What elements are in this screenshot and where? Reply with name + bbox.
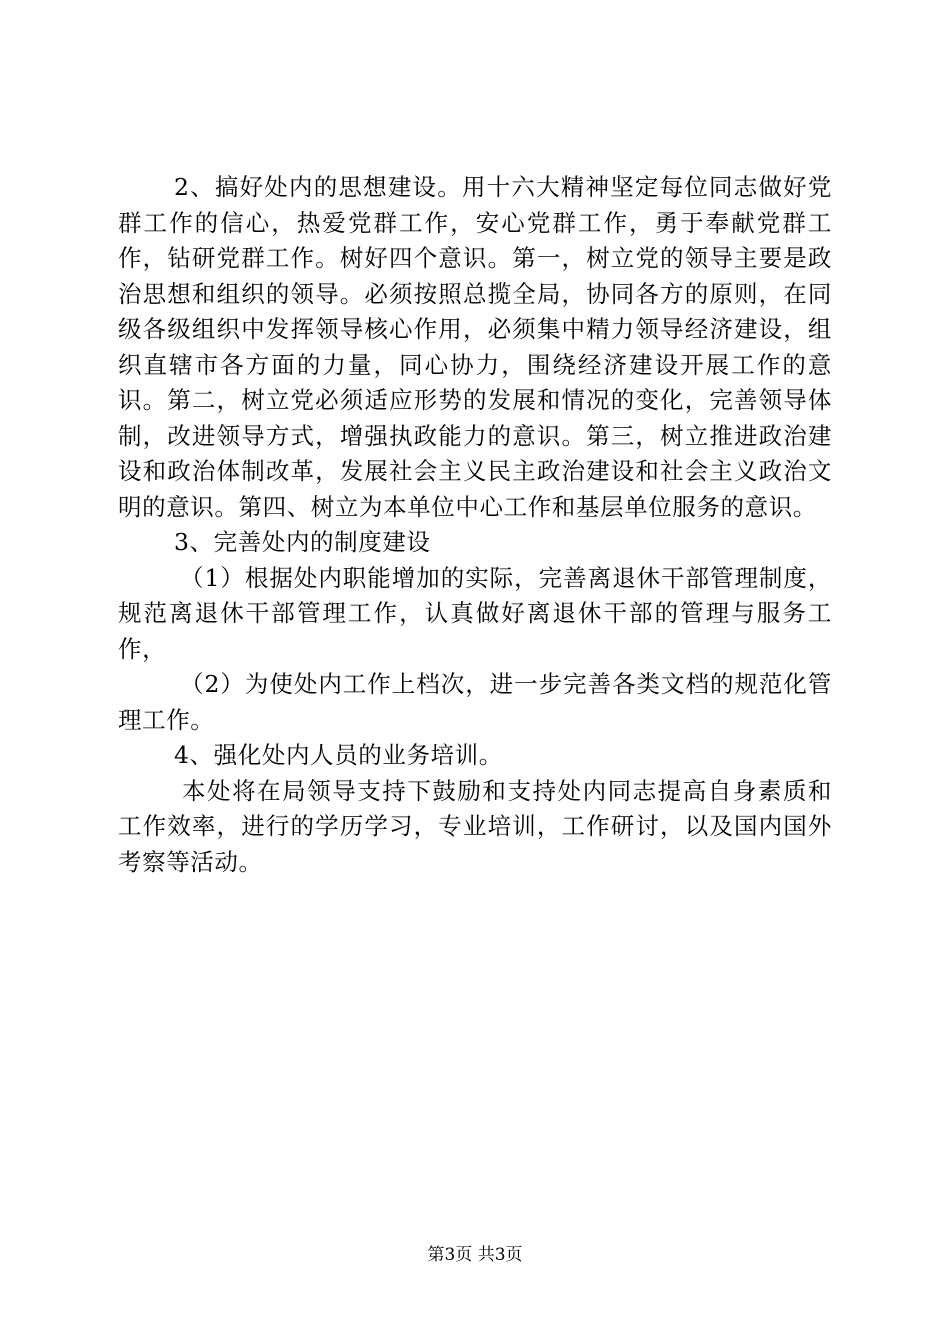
page-number-footer: 第3页 共3页 bbox=[427, 1245, 523, 1265]
document-body bbox=[118, 170, 832, 880]
paragraph-system-building-heading: 3、完善处内的制度建设 bbox=[174, 528, 431, 556]
paragraph-training-details: 本处将在局领导支持下鼓励和支持处内同志提高自身素质和工作效率，进行的学历学习，专业培训，工作研讨，以及国内国外考察等活动。 bbox=[118, 776, 832, 876]
paragraph-retired-cadre-management: （1）根据处内职能增加的实际，完善离退休干部管理制度，规范离退休干部管理工作，认真做好离退休干部的管理与服务工作， bbox=[118, 563, 832, 663]
paragraph-document-standardization: （2）为使处内工作上档次，进一步完善各类文档的规范化管理工作。 bbox=[118, 670, 832, 734]
paragraph-training-heading: 4、强化处内人员的业务培训。 bbox=[174, 741, 503, 769]
paragraph-ideological-building: 2、搞好处内的思想建设。用十六大精神坚定每位同志做好党群工作的信心，热爱党群工作，安心党群工作，勇于奉献党群工作，钻研党群工作。树好四个意识。第一，树立党的领导主要是政治思想和组织的领导。必须按照总揽全局，协同各方的原则，在同级各级组织中发挥领导核心作用，必须集中精力领导经济建设，组织直辖市各方面的力量，同心协力，围绕经济建设开展工作的意识。第二，树立党必须适应形势的发展和情况的变化，完善领导体制，改进领导方式，增强执政能力的意识。第三，树立推进政治建设和政治体制改革，发展社会主义民主政治建设和社会主义政治文明的意识。第四、树立为本单位中心工作和基层单位服务的意识。 bbox=[118, 173, 832, 521]
